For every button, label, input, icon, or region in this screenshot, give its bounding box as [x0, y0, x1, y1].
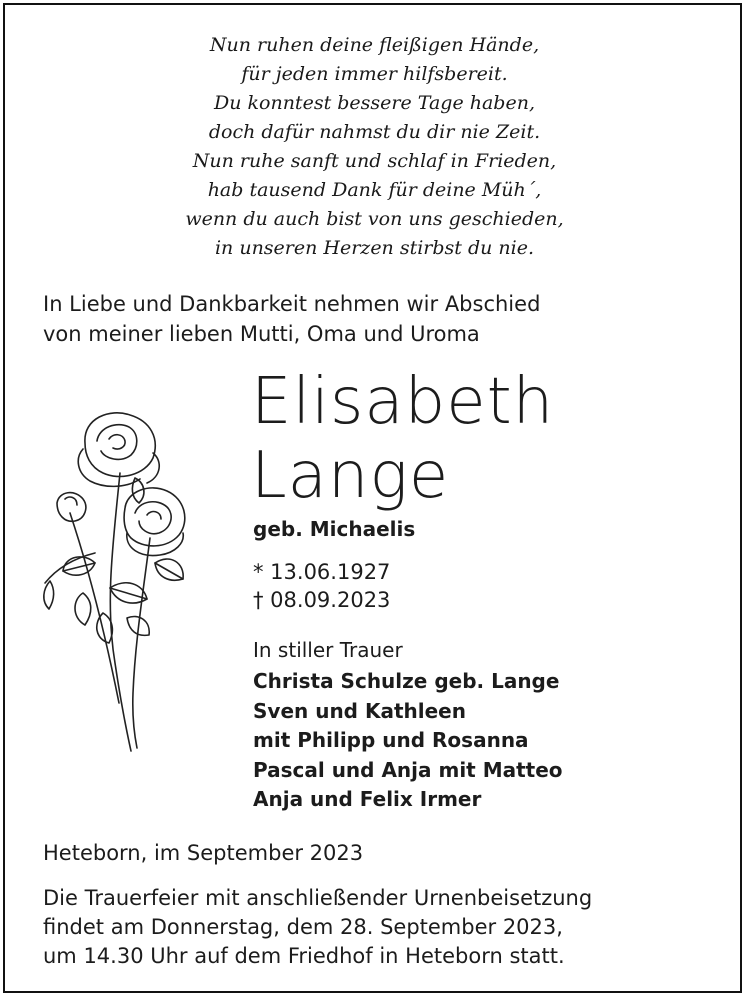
poem-line: für jeden immer hilfsbereit.: [241, 63, 508, 85]
deceased-last-name: Lange: [251, 439, 450, 513]
mourner-name: Christa Schulze geb. Lange: [253, 669, 560, 693]
mourner-name: Anja und Felix Irmer: [253, 787, 482, 811]
funeral-line: um 14.30 Uhr auf dem Friedhof in Heteborn statt.: [43, 944, 565, 968]
mourner-name: Pascal und Anja mit Matteo: [253, 757, 563, 782]
maiden-name: geb. Michaelis: [253, 517, 416, 541]
funeral-info: [43, 884, 592, 971]
poem-line: Nun ruhe sanft und schlaf in Frieden,: [192, 150, 557, 172]
mourner-name: Sven und Kathleen: [253, 698, 466, 723]
death-date: † 08.09.2023: [253, 588, 391, 612]
intro-text: [43, 289, 540, 349]
obituary-frame: [3, 3, 742, 993]
poem-line: hab tausend Dank für deine Müh´,: [207, 179, 542, 201]
intro-line: In Liebe und Dankbarkeit nehmen wir Abschied: [43, 292, 541, 316]
rose-bouquet-icon: [35, 403, 195, 753]
funeral-line: Die Trauerfeier mit anschließender Urnenbeisetzung: [43, 886, 593, 910]
birth-date: * 13.06.1927: [253, 560, 391, 584]
poem-line: Nun ruhen deine fleißigen Hände,: [209, 34, 540, 56]
funeral-line: findet am Donnerstag, dem 28. September 2023,: [43, 915, 563, 939]
deceased-first-name: Elisabeth: [251, 365, 555, 439]
mourners-list: [253, 667, 563, 815]
mourning-label: In stiller Trauer: [253, 638, 403, 662]
place-date: Heteborn, im September 2023: [43, 841, 364, 865]
intro-line: von meiner lieben Mutti, Oma und Uroma: [43, 322, 480, 346]
poem: [5, 31, 744, 263]
mourner-name: mit Philipp und Rosanna: [253, 728, 529, 752]
poem-line: Du konntest bessere Tage haben,: [214, 92, 535, 114]
poem-line: in unseren Herzen stirbst du nie.: [214, 237, 535, 259]
poem-line: doch dafür nahmst du dir nie Zeit.: [208, 121, 541, 143]
poem-line: wenn du auch bist von uns geschieden,: [185, 208, 564, 230]
